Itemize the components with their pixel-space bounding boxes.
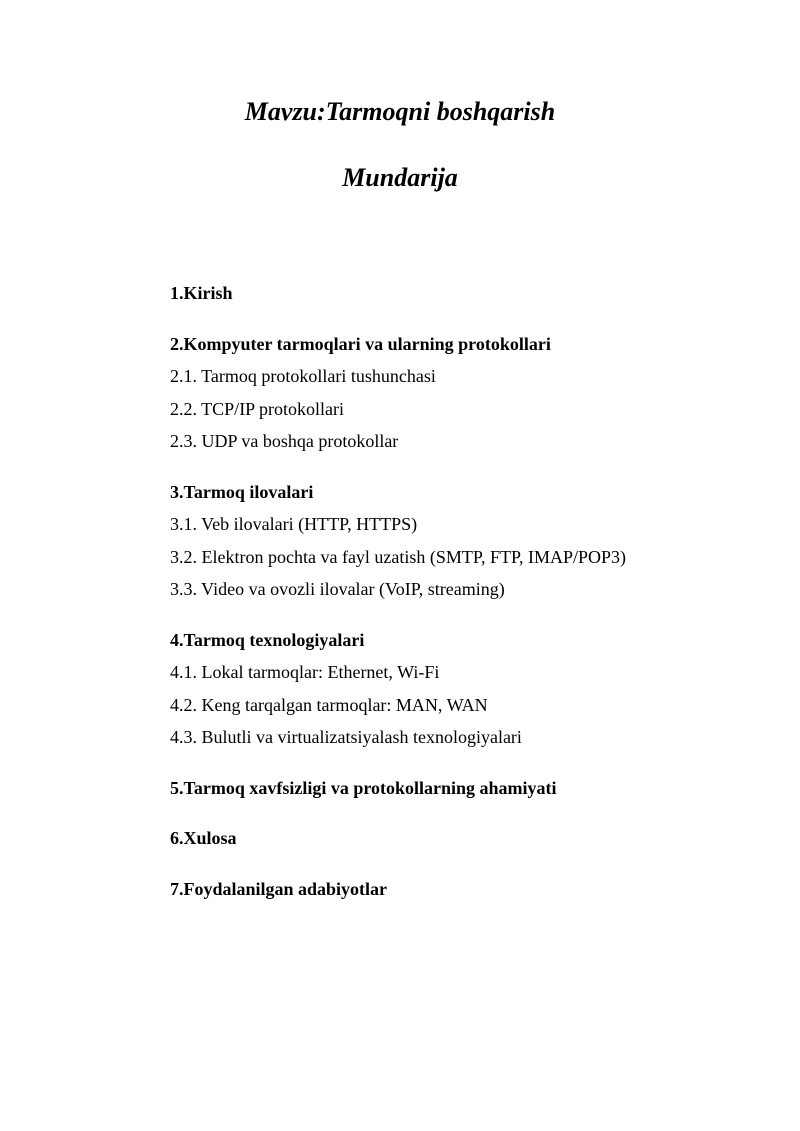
toc-section-heading: 4.Tarmoq texnologiyalari <box>170 629 365 650</box>
toc-section-heading: 5.Tarmoq xavfsizligi va protokollarning ahamiyati <box>170 777 557 798</box>
toc-section-1 <box>170 277 770 310</box>
toc-section-5 <box>170 772 770 805</box>
document-title: Mavzu:Tarmoqni boshqarish <box>244 97 556 126</box>
toc-section-heading: 6.Xulosa <box>170 828 237 848</box>
toc-section-4 <box>170 624 770 754</box>
toc-section-6 <box>170 822 770 855</box>
toc-section-heading: 7.Foydalanilgan adabiyotlar <box>170 878 388 899</box>
toc-subitem: 4.1. Lokal tarmoqlar: Ethernet, Wi-Fi <box>170 662 440 682</box>
toc-subitem: 3.2. Elektron pochta va fayl uzatish (SMTP, FTP, IMAP/POP3) <box>170 546 626 567</box>
toc-subitem: 2.3. UDP va boshqa protokollar <box>170 431 399 451</box>
toc-subitem: 3.3. Video va ovozli ilovalar (VoIP, streaming) <box>170 579 505 599</box>
toc-section-3 <box>170 476 770 606</box>
toc-section-heading: 3.Tarmoq ilovalari <box>170 481 314 502</box>
toc-subitem: 2.2. TCP/IP protokollari <box>170 398 345 419</box>
toc-subitem: 4.2. Keng tarqalgan tarmoqlar: MAN, WAN <box>170 694 488 715</box>
table-of-contents <box>170 277 770 905</box>
toc-section-7 <box>170 873 770 906</box>
toc-section-heading: 1.Kirish <box>170 283 233 303</box>
toc-section-2 <box>170 328 770 458</box>
toc-subitem: 4.3. Bulutli va virtualizatsiyalash texnologiyalari <box>170 727 522 747</box>
toc-subitem: 3.1. Veb ilovalari (HTTP, HTTPS) <box>170 514 418 534</box>
table-of-contents-heading: Mundarija <box>342 163 458 192</box>
toc-subitem: 2.1. Tarmoq protokollari tushunchasi <box>170 366 436 386</box>
toc-section-heading: 2.Kompyuter tarmoqlari va ularning protokollari <box>170 333 551 354</box>
